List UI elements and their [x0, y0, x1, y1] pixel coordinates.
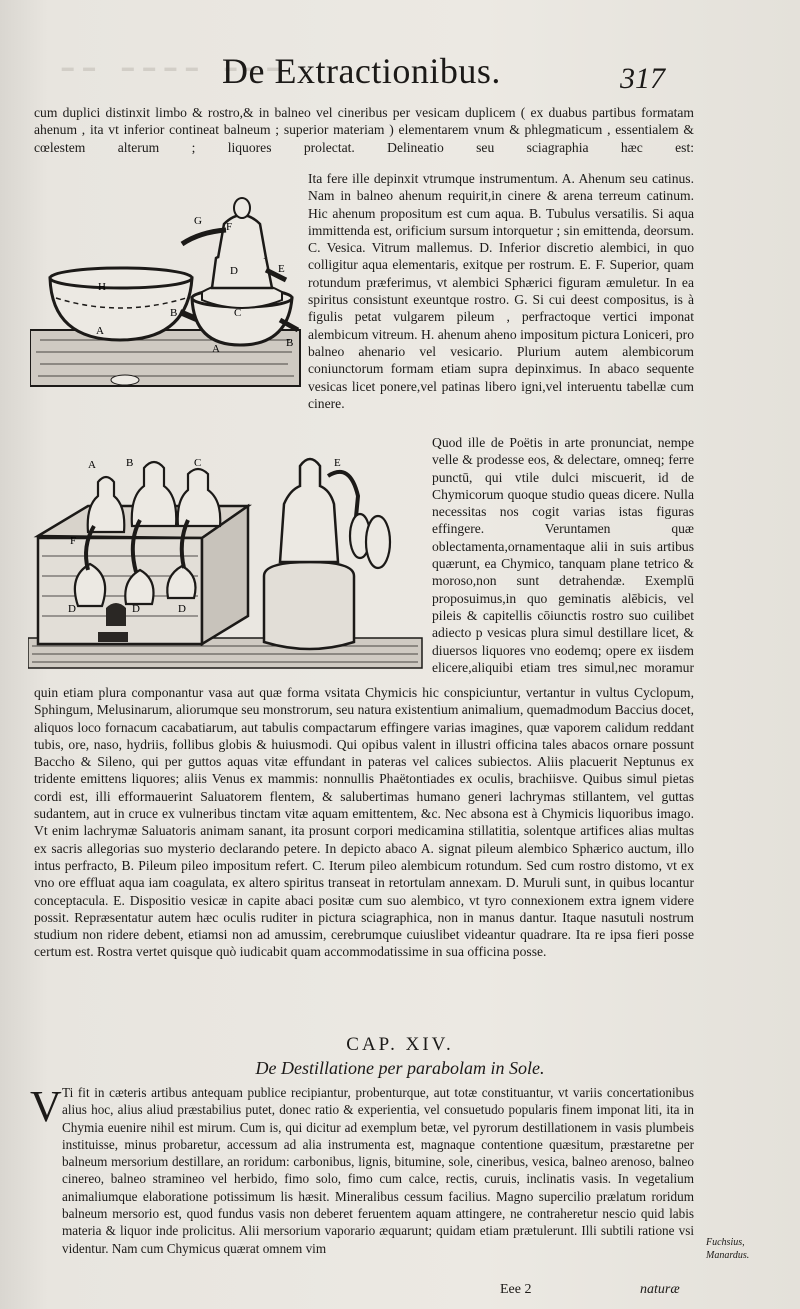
- fig1-label-b2: B: [286, 337, 294, 349]
- running-title: De Extractionibus.: [222, 51, 501, 91]
- catchword: naturæ: [640, 1282, 680, 1297]
- signature-mark: Eee 2: [500, 1282, 532, 1297]
- fig2-label-b: B: [126, 457, 134, 469]
- chapter-heading: CAP. XIV.: [346, 1034, 454, 1055]
- fig2-label-d3: D: [178, 603, 186, 615]
- fig2-label-c: C: [194, 457, 202, 469]
- fig1-label-a2: A: [212, 343, 220, 355]
- fig1-label-b1: B: [170, 307, 178, 319]
- fig2-label-f: F: [70, 535, 77, 547]
- fig1-label-a1: A: [96, 325, 104, 337]
- page-number: 317: [620, 62, 665, 95]
- bleed-through-text: -- ---- ---: [60, 39, 287, 90]
- fig1-label-e: E: [278, 263, 285, 275]
- paragraph-2-text: Ita fere ille depinxit vtrumque instrumentum. A. Ahenum seu catinus. Nam in balneo ahenum requirit,in cinere & arena terreum catinum. Hic ahenum propositum est cum aqua. B. Tubulus versatilis. Si aqua immittenda est, orificium sursum intorquetur ; sin emittenda, deorsum. C. Vesica. Vitrum mallemus. D. Inferior discretio alembici, in quo colligitur aqua elementaris, exitque per rostrum. E. F. Superior, quam rotundum præferimus, vt alembici Sphærici figuram æmuletur. In ea spiritus consistunt exeuntque rostro. G. Si cui deest compositus, is à figulis petat vulgarem pileum , perfractoque vertici imponat alembicum vitreum. H. ahenum aheno impositum pictura Loniceri, pro balneo ahenario vel vesicario. Plurium autem alembicorum coniunctorum formam etiam supra depinximus. In abaco sequente vesicas licet ponere,vel patinas libero igni,vel interuentu tabellæ cum cinere.: [308, 171, 694, 411]
- drop-cap: V: [30, 1082, 62, 1131]
- fig2-label-e: E: [334, 457, 341, 469]
- fig1-label-c: C: [234, 307, 242, 319]
- fig1-label-g: G: [194, 215, 202, 227]
- fig2-label-d1: D: [68, 603, 76, 615]
- paragraph-3: Quod ille de Poëtis in arte pronunciat, nempe velle & prodesse eos, & delectare, omneq; ferre punctū, qui vtile dulci miscuerit, id de Chymicorum quoque studio queas dicere. Nulla necessitas nos cogit varias istas figuras effingere. Veruntamen quæ oblectamenta,ornamentaque alii in suis artibus quærunt, ea Chymico, tanquam plane tetrico & moroso,non sunt detrahendæ. Exemplū proposuimus,in quo geminatis alēbicis, vel pileis & capitellis cōiunctis rostro suo cuilibet adiecto p vesicas plura simul destillare licet, & diuersos liquores vno eodemq; opere ex iisdem elicere,aliquibi etiam tres simul,nec moramur: [432, 435, 694, 675]
- fig1-label-h: H: [98, 281, 106, 293]
- figure-balneum-apparatus: [30, 180, 302, 392]
- fig2-label-a: A: [88, 459, 96, 471]
- chapter-title: De Destillatione per parabolam in Sole.: [255, 1058, 545, 1078]
- fig2-label-d2: D: [132, 603, 140, 615]
- fig1-label-d: D: [230, 265, 238, 277]
- paragraph-5: Ti fit in cæteris artibus antequam publice recipiantur, probenturque, aut totæ constituantur, vt variis concertationibus alius hoc, alius aliud præstabilius putet, donec ratio & experientia, vel consuetudo popularis finem imponat liti, ita in Chymia euenire nihil est mirum. Cum is, qui dicitur ad exemplum betæ, vel pyrorum destillationem in vasis plumbeis instituisse, minus probaretur, accessum ad alia instrumenta est, magnaque contentione quæsitum, præstaretne per balneum mersorium destillare, an roridum: carbonibus, lignis, bitumine, sole, cineribus, vesica, balneo arenoso, balneo cinereo, balneo stramineo vel herbido, fimo solo, fimo cum calce, rectis, curuis, inclinatis vasis. In vegetalium animaliumque elaboratione potissimum lis hæsit. Mineralibus cessum facilius. Magno supercilio prælatum roridum balneum mersorio est, quod fundus vasis non deberet feruentem aquam attingere, ne contraheretur nescio quid labis materia & liquor inde prolicitus. Alii mersorium vaporario æquarunt; quidam etiam prætulerunt. Illi subtili ratione vsi videntur. Nam cum Chymicus quærat omnem vim: [62, 1085, 694, 1256]
- figure-distillation-abacus: [28, 446, 424, 672]
- margin-note: Fuchsius, Manardus.: [706, 1237, 750, 1261]
- paragraph-4: quin etiam plura componantur vasa aut quæ forma vsitata Chymicis hic conspiciuntur, vertantur in vultus Cyclopum, Sphingum, Melusinarum, aliorumque seu monstrorum, seu natura existentium animalium, quemadmodum Baccius docet, aliquos loco fornacum cacabatiarum, aut tabulis compactarum effingere varias imagines, quæ vaporem calidum reddant tubis, ore, naso, hydriis, follibus globis & huiusmodi. Qui opibus valent in illustri officina tales abacos ornare possunt Baccho & Sileno, qui per guttos aquas vitæ effundant in pateras vel calices subiectos. Aliis placuerit Neptunus ex tridente emittens liquores; aliis Venus ex mammis: nonnullis Phaëtontiades ex oculis, brachiisve. Quibus simul pietas cordi est, illi efformauerint Saluatorem flentem, & salubertimas humano generi lachrymas stillantem, vel guttas sudantem, aut in cruce ex vulneribus tinctam vitæ aquam emittentem, &c. Nec absona est à Chymicis liquoribus imago. Vt enim lachrymæ Saluatoris animam sanant, ita prosunt corpori medicamina stillatitia, solentque artifices alias multas ex sacris allegorias suo mysterio declarando petere. In depicto abaco A. signat pileum alembico Sphærico auctum, illo intus perfracto, B. Pileum pileo impositum refert. C. Iterum pileo alembicum rotundum. Sed cum rostro distomo, vt ex vno ore effluat aqua iam coagulata, ex altero spiritus transeat in retortulam annexam. D. Muruli sunt, in quibus locantur conceptacula. E. Dispositio vesicæ in capite abaci positæ cum suo alembico, vt tyro connexionem extra ignem videre possit. Repræsentatur autem hæc oculis ruditer in pictura sciagraphica, non in manus dantur. Itaque nasutuli nostrum studium non ridere debent, etiamsi non ad amussim, cerebrumque cuiuslibet videantur quadrare. Ita re ipsa fieri posse certum est. Rostra vertet quisque quò iudicabit quam accommodatissime in sua officina posse.: [34, 685, 694, 960]
- paragraph-2-wrapped: [308, 170, 694, 411]
- paragraph-1: cum duplici distinxit limbo & rostro,& in balneo vel cineribus per vesicam duplicem ( ex duabus partibus formatam ahenum , ita vt inferior contineat balneum ; superior materiam ) elementarem vnum & phlegmaticum , essentialem & cœlestem alterum ; liquores prolectat. Delineatio seu sciagraphia hæc est:: [34, 105, 694, 155]
- fig1-label-f: F: [226, 221, 233, 233]
